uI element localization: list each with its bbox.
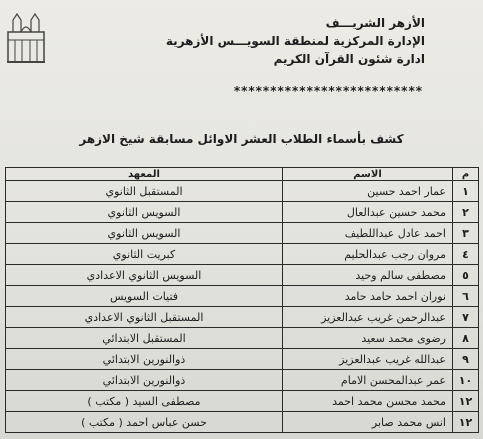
table-row — [6, 412, 479, 433]
table-row — [6, 307, 479, 328]
student-institute: فتيات السويس — [6, 286, 283, 307]
student-institute: ذوالنورين الابتدائي — [6, 370, 283, 391]
student-name: محمد حسين عبدالعال — [283, 202, 453, 223]
student-name: مصطفى سالم وحيد — [283, 265, 453, 286]
table-row — [6, 202, 479, 223]
row-number: ٣ — [453, 223, 479, 244]
student-institute: المستقبل الثانوي الاعدادي — [6, 307, 283, 328]
table-row — [6, 328, 479, 349]
student-institute: المستقبل الابتدائي — [6, 328, 283, 349]
student-institute: كبريت الثانوي — [6, 244, 283, 265]
student-name: مروان رجب عبدالحليم — [283, 244, 453, 265]
student-institute: السويس الثانوي الاعدادي — [6, 265, 283, 286]
document-title: كشف بأسماء الطلاب العشر الاوائل مسابقة شيخ الازهر — [79, 132, 404, 146]
header-line-azhar: الأزهر الشريـــف — [325, 16, 425, 30]
student-institute: ذوالنورين الابتدائي — [6, 349, 283, 370]
student-name: عبدالله غريب عبدالعزيز — [283, 349, 453, 370]
row-number: ٩ — [453, 349, 479, 370]
table-row — [6, 286, 479, 307]
table-row — [6, 181, 479, 202]
row-number: ٤ — [453, 244, 479, 265]
table-row — [6, 244, 479, 265]
student-name: رضوى محمد سعيد — [283, 328, 453, 349]
student-institute: حسن عباس احمد ( مكتب ) — [6, 412, 283, 433]
table-row — [6, 349, 479, 370]
header-line-central-administration: الإدارة المركزية لمنطقة السويـــس الأزهرية — [165, 34, 425, 48]
table-header-row — [6, 168, 479, 181]
student-institute: السويس الثانوي — [6, 223, 283, 244]
table-row — [6, 223, 479, 244]
row-number: ٥ — [453, 265, 479, 286]
header-institute: المعهد — [6, 168, 283, 181]
table-row — [6, 265, 479, 286]
row-number: ٦ — [453, 286, 479, 307]
row-number: ١ — [453, 181, 479, 202]
students-table — [5, 167, 479, 433]
student-name: احمد عادل عبداللطيف — [283, 223, 453, 244]
student-name: نوران احمد حامد حامد — [283, 286, 453, 307]
student-institute: السويس الثانوي — [6, 202, 283, 223]
header-number: م — [453, 168, 479, 181]
table-row — [6, 370, 479, 391]
al-azhar-logo-icon — [5, 10, 47, 68]
row-number: ١٠ — [453, 370, 479, 391]
row-number: ٨ — [453, 328, 479, 349]
student-institute: مصطفى السيد ( مكتب ) — [6, 391, 283, 412]
header-separator: ************************** — [233, 84, 423, 98]
student-institute: المستقبل الثانوي — [6, 181, 283, 202]
header-name: الاسم — [283, 168, 453, 181]
row-number: ٢ — [453, 202, 479, 223]
student-name: عبدالرحمن غريب عبدالعزيز — [283, 307, 453, 328]
student-name: محمد محسن محمد احمد — [283, 391, 453, 412]
student-name: عمار احمد حسين — [283, 181, 453, 202]
document-header — [95, 14, 425, 68]
student-name: انس محمد صابر — [283, 412, 453, 433]
row-number: ١٢ — [453, 412, 479, 433]
row-number: ٧ — [453, 307, 479, 328]
student-name: عمر عبدالمحسن الامام — [283, 370, 453, 391]
row-number: ١٢ — [453, 391, 479, 412]
header-line-quran-affairs: ادارة شئون القرآن الكريم — [273, 52, 425, 66]
table-row — [6, 391, 479, 412]
